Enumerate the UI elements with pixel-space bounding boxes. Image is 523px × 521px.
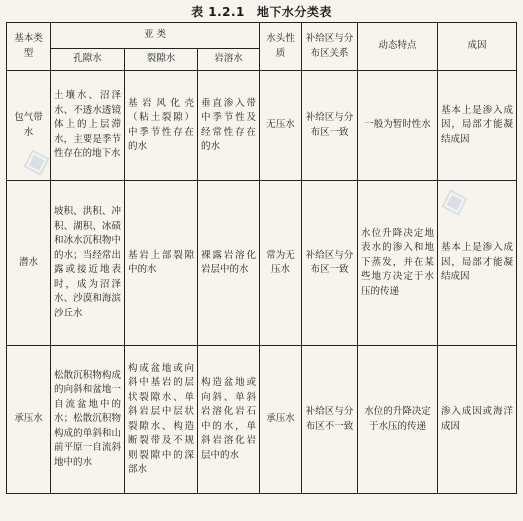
watermark-graphic: ◈ [16, 136, 56, 185]
row-origin: 渗入成因或海洋成因 [438, 346, 517, 494]
header-origin: 成因 [438, 23, 517, 71]
row-fissure-water: 构成盆地或向斜中基岩的层状裂隙水、单斜岩层中层状裂隙水、构造断裂带及不规则裂隙中的深部水 [125, 346, 198, 494]
row-head-nature: 承压水 [260, 346, 302, 494]
groundwater-classification-table [6, 22, 517, 494]
watermark-graphic: ◈ [434, 176, 474, 225]
row-origin: 基本上是渗入成因，局部才能凝结成因 [438, 181, 517, 346]
row-head-nature: 无压水 [260, 71, 302, 181]
header-basic-type: 基本类型 [7, 23, 51, 71]
header-head-nature: 水头性质 [260, 23, 302, 71]
header-karst-water: 岩溶水 [198, 49, 260, 71]
row-type: 潜水 [7, 181, 51, 346]
row-pore-water: 松散沉积物构成的向斜和盆地一自流盆地中的水；松散沉积物构成的单斜和山前平原一自流斜地中的水 [51, 346, 125, 494]
header-pore-water: 孔隙水 [51, 49, 125, 71]
table-number: 表 1.2.1 [191, 5, 245, 19]
header-fissure-water: 裂隙水 [125, 49, 198, 71]
row-dynamic: 水位的升降决定于水压的传递 [358, 346, 438, 494]
header-recharge-relation: 补给区与分布区关系 [302, 23, 358, 71]
row-pore-water: 土壤水、沼泽水、不透水透镜体上的上层滞水，主要是季节性存在的地下水 [51, 71, 125, 181]
row-type: 承压水 [7, 346, 51, 494]
row-recharge-relation: 补给区与分布区一致 [302, 71, 358, 181]
row-dynamic: 一般为暂时性水 [358, 71, 438, 181]
row-dynamic: 水位升降决定地表水的渗入和地下蒸发，并在某些地方决定于水压的传递 [358, 181, 438, 346]
table-row [7, 71, 517, 181]
row-karst-water: 裸露岩溶化岩层中的水 [198, 181, 260, 346]
table-title: 地下水分类表 [256, 5, 332, 19]
row-head-nature: 常为无压水 [260, 181, 302, 346]
table-row [7, 346, 517, 494]
table-caption [6, 4, 517, 20]
row-recharge-relation: 补给区与分布区一致 [302, 181, 358, 346]
row-recharge-relation: 补给区与分布区不一致 [302, 346, 358, 494]
table-row [7, 181, 517, 346]
row-karst-water: 构造盆地或向斜、单斜岩溶化岩石中的水，单斜岩溶化岩层中的水 [198, 346, 260, 494]
header-subtype-group: 亚 类 [51, 23, 260, 49]
header-dynamic: 动态特点 [358, 23, 438, 71]
row-fissure-water: 基岩风化壳（粘土裂隙）中季节性存在的水 [125, 71, 198, 181]
row-karst-water: 垂直渗入带中季节性及经常性存在的水 [198, 71, 260, 181]
row-fissure-water: 基岩上部裂隙中的水 [125, 181, 198, 346]
row-pore-water: 坡积、洪积、冲积、湖积、冰碛和冰水沉积物中的水；当经常出露或接近地表时，成为沼泽水、沙漠和海滨沙丘水 [51, 181, 125, 346]
row-type: 包气带水 [7, 71, 51, 181]
row-origin: 基本上是渗入成因，局部才能凝结成因 [438, 71, 517, 181]
